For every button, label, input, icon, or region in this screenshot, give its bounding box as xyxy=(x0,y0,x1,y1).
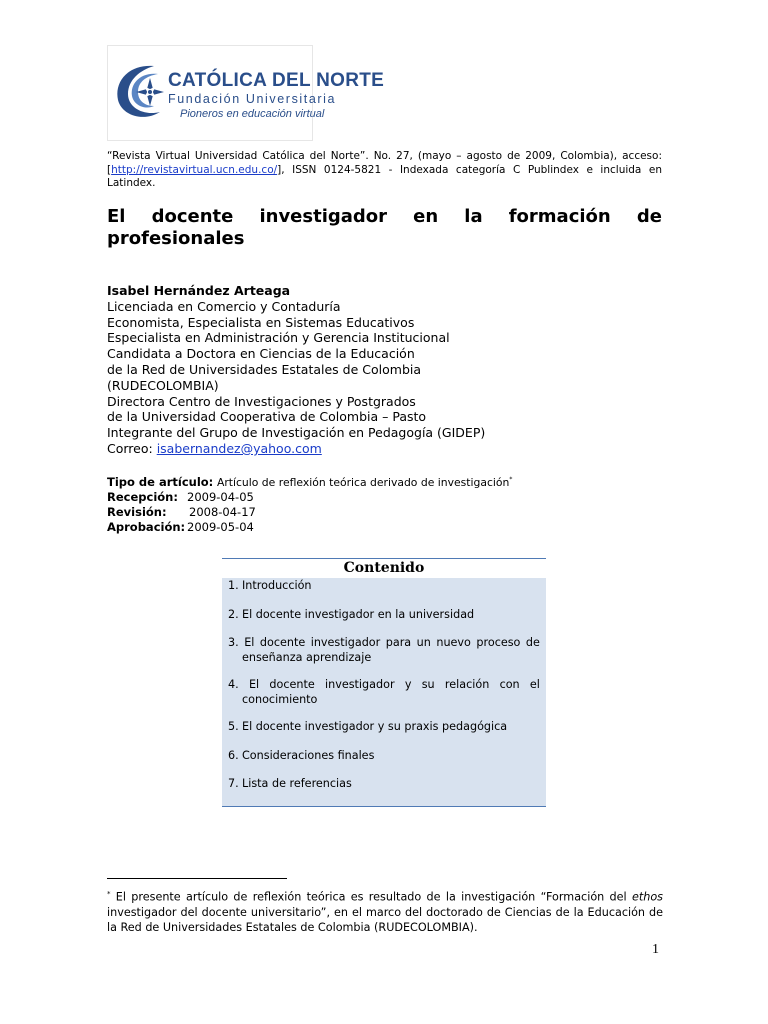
contents-box xyxy=(222,578,546,807)
reception-label: Recepción: xyxy=(107,489,178,504)
contents-word: proceso xyxy=(476,636,521,649)
contents-item-line xyxy=(228,636,540,651)
citation-text-end: ], ISSN 0124-5821 - Indexada categoría C Publindex e incluida en Latindex. xyxy=(107,163,662,189)
compass-star-logo-icon xyxy=(114,60,170,122)
contents-word: nuevo xyxy=(436,636,471,649)
journal-citation xyxy=(107,150,662,191)
article-type-row xyxy=(107,472,667,490)
contents-item[interactable] xyxy=(228,678,540,708)
author-block xyxy=(107,283,667,457)
revision-date: 2008-04-17 xyxy=(189,504,256,519)
journal-link[interactable]: http://revistavirtual.ucn.edu.co/ xyxy=(111,163,278,176)
title-word: docente xyxy=(151,206,234,227)
contents-word: docente xyxy=(269,678,315,691)
institution-logo xyxy=(107,45,385,141)
article-type-value: Artículo de reflexión teórica derivado de investigación xyxy=(216,475,510,489)
footnote-mark: * xyxy=(509,476,513,483)
contents-word: para xyxy=(385,636,412,649)
author-email-link[interactable]: isabernandez@yahoo.com xyxy=(156,440,322,456)
logo-tagline: Pioneros en educación virtual xyxy=(180,108,325,120)
contents-item-text: El docente investigador en la universidad xyxy=(242,608,475,621)
contents-item-number: 2. xyxy=(228,608,239,621)
contents-word: investigador xyxy=(310,636,381,649)
contents-item-number: 5. xyxy=(228,720,239,733)
footnote-text-end: investigador del docente universitario”, en el marco del doctorado de Ciencias de la Educación de la Red de Universidades Estatales de Colombia (RUDECOLOMBIA). xyxy=(107,905,663,934)
contents-item-number: 7. xyxy=(228,777,239,790)
title-word: investigador xyxy=(259,206,388,227)
logo-subtitle: Fundación Universitaria xyxy=(168,92,337,106)
contents-item[interactable] xyxy=(228,749,540,764)
author-credential: Economista, Especialista en Sistemas Educativos xyxy=(107,314,415,330)
footnote-text: El presente artículo de reflexión teórica es resultado de la investigación “Formación del xyxy=(110,890,632,904)
contents-word: su xyxy=(421,678,435,691)
title-word: El xyxy=(107,206,126,227)
contents-word: el xyxy=(529,678,540,691)
footnote xyxy=(107,887,663,935)
footnote-divider xyxy=(107,878,287,879)
title-word: formación xyxy=(508,206,611,227)
article-meta xyxy=(107,472,667,535)
author-credential: (RUDECOLOMBIA) xyxy=(107,377,219,393)
author-credential: Licenciada en Comercio y Contaduría xyxy=(107,298,341,314)
contents-item-continuation: enseñanza aprendizaje xyxy=(242,650,372,664)
author-name: Isabel Hernández Arteaga xyxy=(107,283,291,298)
contents-item-number: 3. xyxy=(228,636,239,649)
contents-item[interactable] xyxy=(228,608,540,623)
reception-date: 2009-04-05 xyxy=(187,489,254,504)
title-line-2: profesionales xyxy=(107,228,245,249)
contents-item-text: Consideraciones finales xyxy=(242,749,375,762)
contents-word: con xyxy=(499,678,520,691)
contents-item-line xyxy=(228,678,540,693)
footnote-emphasis: ethos xyxy=(631,890,663,904)
footnote-mark: * xyxy=(107,890,111,898)
title-word: en xyxy=(413,206,439,227)
author-credential: Directora Centro de Investigaciones y Postgrados xyxy=(107,393,416,409)
contents-word: El xyxy=(244,636,255,649)
contents-heading: Contenido xyxy=(222,558,546,579)
title-line-1 xyxy=(107,206,662,228)
contents-item[interactable] xyxy=(228,777,540,792)
contents-word: investigador xyxy=(325,678,395,691)
article-title xyxy=(107,206,662,250)
article-type-label: Tipo de artículo: xyxy=(107,474,214,489)
contents-item-number: 4. xyxy=(228,678,239,691)
contents-item-continuation: conocimiento xyxy=(242,692,318,706)
contents-item-number: 6. xyxy=(228,749,239,762)
reception-row xyxy=(107,490,667,505)
approval-date: 2009-05-04 xyxy=(187,519,254,534)
approval-label: Aprobación: xyxy=(107,519,186,534)
contents-item-text: Introducción xyxy=(242,579,312,592)
author-credential: Candidata a Doctora en Ciencias de la Educación xyxy=(107,346,415,362)
author-credential: Especialista en Administración y Gerencia Institucional xyxy=(107,330,450,346)
contents-word: un xyxy=(416,636,431,649)
email-label: Correo: xyxy=(107,440,157,456)
contents-word: El xyxy=(248,678,260,691)
contents-word: docente xyxy=(259,636,306,649)
author-credential: Integrante del Grupo de Investigación en Pedagogía (GIDEP) xyxy=(107,425,486,441)
author-credential: de la Red de Universidades Estatales de Colombia xyxy=(107,361,422,377)
revision-label: Revisión: xyxy=(107,504,167,519)
contents-item[interactable] xyxy=(228,720,540,735)
title-word: de xyxy=(636,206,662,227)
author-credential: de la Universidad Cooperativa de Colombia – Pasto xyxy=(107,409,427,425)
logo-title: CATÓLICA DEL NORTE xyxy=(168,70,385,91)
contents-word: de xyxy=(525,636,540,649)
contents-word: y xyxy=(404,678,412,691)
page-number: 1 xyxy=(652,942,659,957)
contents-item-number: 1. xyxy=(228,579,239,592)
approval-row xyxy=(107,520,667,535)
contents-item[interactable] xyxy=(228,579,540,594)
citation-text: “Revista Virtual Universidad Católica del Norte”. No. 27, (mayo – agosto de 2009, Colombia), acceso: [ xyxy=(107,150,662,176)
contents-word: relación xyxy=(444,678,490,691)
author-email-line xyxy=(107,441,667,457)
contents-item[interactable] xyxy=(228,636,540,666)
title-word: la xyxy=(464,206,483,227)
contents-item-text: Lista de referencias xyxy=(242,777,352,790)
revision-row xyxy=(107,505,667,520)
contents-item-text: El docente investigador y su praxis pedagógica xyxy=(242,720,508,733)
